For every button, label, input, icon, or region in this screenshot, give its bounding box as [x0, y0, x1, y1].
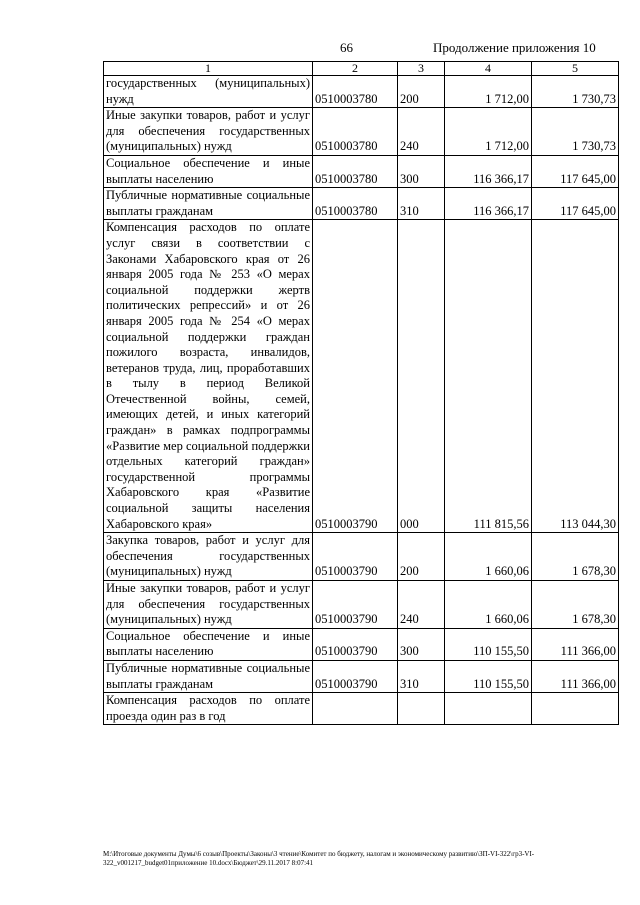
row-name: Закупка товаров, работ и услуг для обеспечения государственных (муниципальных) нужд: [104, 533, 313, 581]
table-row: [104, 155, 619, 187]
row-vr: 310: [398, 188, 445, 220]
row-name: Иные закупки товаров, работ и услуг для обеспечения государственных (муниципальных) нужд: [104, 581, 313, 629]
row-vr: 310: [398, 660, 445, 692]
row-vr: 300: [398, 155, 445, 187]
column-header-code: 2: [313, 62, 398, 76]
row-code: 0510003780: [313, 188, 398, 220]
row-sum2: 1 678,30: [532, 533, 619, 581]
row-code: [313, 693, 398, 725]
table-row: [104, 628, 619, 660]
row-sum2: 117 645,00: [532, 188, 619, 220]
row-sum2: 111 366,00: [532, 628, 619, 660]
row-sum1: 1 712,00: [445, 108, 532, 156]
row-code: 0510003790: [313, 660, 398, 692]
table-row: [104, 188, 619, 220]
column-header-vr: 3: [398, 62, 445, 76]
row-name: Социальное обеспечение и иные выплаты населению: [104, 628, 313, 660]
row-sum1: 116 366,17: [445, 188, 532, 220]
row-sum2: 113 044,30: [532, 220, 619, 533]
row-vr: 300: [398, 628, 445, 660]
row-sum1: 1 660,06: [445, 581, 532, 629]
row-vr: 240: [398, 108, 445, 156]
table-row: [104, 76, 619, 108]
footer-file-path: M:\Итоговые документы Думы\6 созыв\Проекты\Законы\3 чтение\Комитет по бюджету, налогам и экономическому развитию\ЗП-VI-322\гр3-VI-322_v001217_budget01приложение 10.docx\Бюджет\29.11.2017 8:07:41: [103, 850, 535, 867]
column-header-sum2: 5: [532, 62, 619, 76]
row-sum2: 117 645,00: [532, 155, 619, 187]
row-sum2: 1 730,73: [532, 76, 619, 108]
row-sum1: 1 712,00: [445, 76, 532, 108]
row-sum1: 110 155,50: [445, 628, 532, 660]
row-name: Компенсация расходов по оплате проезда один раз в год: [104, 693, 313, 725]
table-row: [104, 693, 619, 725]
continuation-label: Продолжение приложения 10: [433, 40, 596, 55]
row-name: Публичные нормативные социальные выплаты гражданам: [104, 188, 313, 220]
row-code: 0510003790: [313, 533, 398, 581]
row-sum1: 111 815,56: [445, 220, 532, 533]
row-sum2: 1 678,30: [532, 581, 619, 629]
row-code: 0510003790: [313, 628, 398, 660]
table-row: [104, 220, 619, 533]
row-name: Публичные нормативные социальные выплаты гражданам: [104, 660, 313, 692]
table-row: [104, 108, 619, 156]
row-name: Социальное обеспечение и иные выплаты населению: [104, 155, 313, 187]
table-row: [104, 660, 619, 692]
row-vr: 200: [398, 76, 445, 108]
row-sum1: 1 660,06: [445, 533, 532, 581]
row-sum1: 116 366,17: [445, 155, 532, 187]
row-sum2: [532, 693, 619, 725]
column-header-name: 1: [104, 62, 313, 76]
row-code: 0510003780: [313, 76, 398, 108]
row-code: 0510003790: [313, 220, 398, 533]
row-vr: 200: [398, 533, 445, 581]
budget-table: [103, 61, 619, 725]
row-vr: 240: [398, 581, 445, 629]
row-name: государственных (муниципальных) нужд: [104, 76, 313, 108]
row-vr: [398, 693, 445, 725]
row-sum1: 110 155,50: [445, 660, 532, 692]
row-vr: 000: [398, 220, 445, 533]
row-code: 0510003780: [313, 108, 398, 156]
table-row: [104, 581, 619, 629]
row-sum2: 111 366,00: [532, 660, 619, 692]
row-name: Компенсация расходов по оплате услуг связи в соответствии с Законами Хабаровского края от 26 января 2005 года № 253 «О мерах социальной поддержки жертв политических репрессий» и от 26 января 2005 года № 254 «О мерах социальной поддержки граждан пожилого возраста, инвалидов, ветеранов труда, лиц, проработавших в тылу в период Великой Отечественной войны, семей, имеющих детей, и иных категорий граждан» в рамках подпрограммы «Развитие мер социальной поддержки отдельных категорий граждан» государственной программы Хабаровского края «Развитие социальной защиты населения Хабаровского края»: [104, 220, 313, 533]
page-number: 66: [340, 40, 353, 55]
row-name: Иные закупки товаров, работ и услуг для обеспечения государственных (муниципальных) нужд: [104, 108, 313, 156]
row-code: 0510003780: [313, 155, 398, 187]
table-row: [104, 533, 619, 581]
row-sum2: 1 730,73: [532, 108, 619, 156]
column-header-sum1: 4: [445, 62, 532, 76]
row-code: 0510003790: [313, 581, 398, 629]
row-sum1: [445, 693, 532, 725]
header-row: [104, 62, 619, 76]
